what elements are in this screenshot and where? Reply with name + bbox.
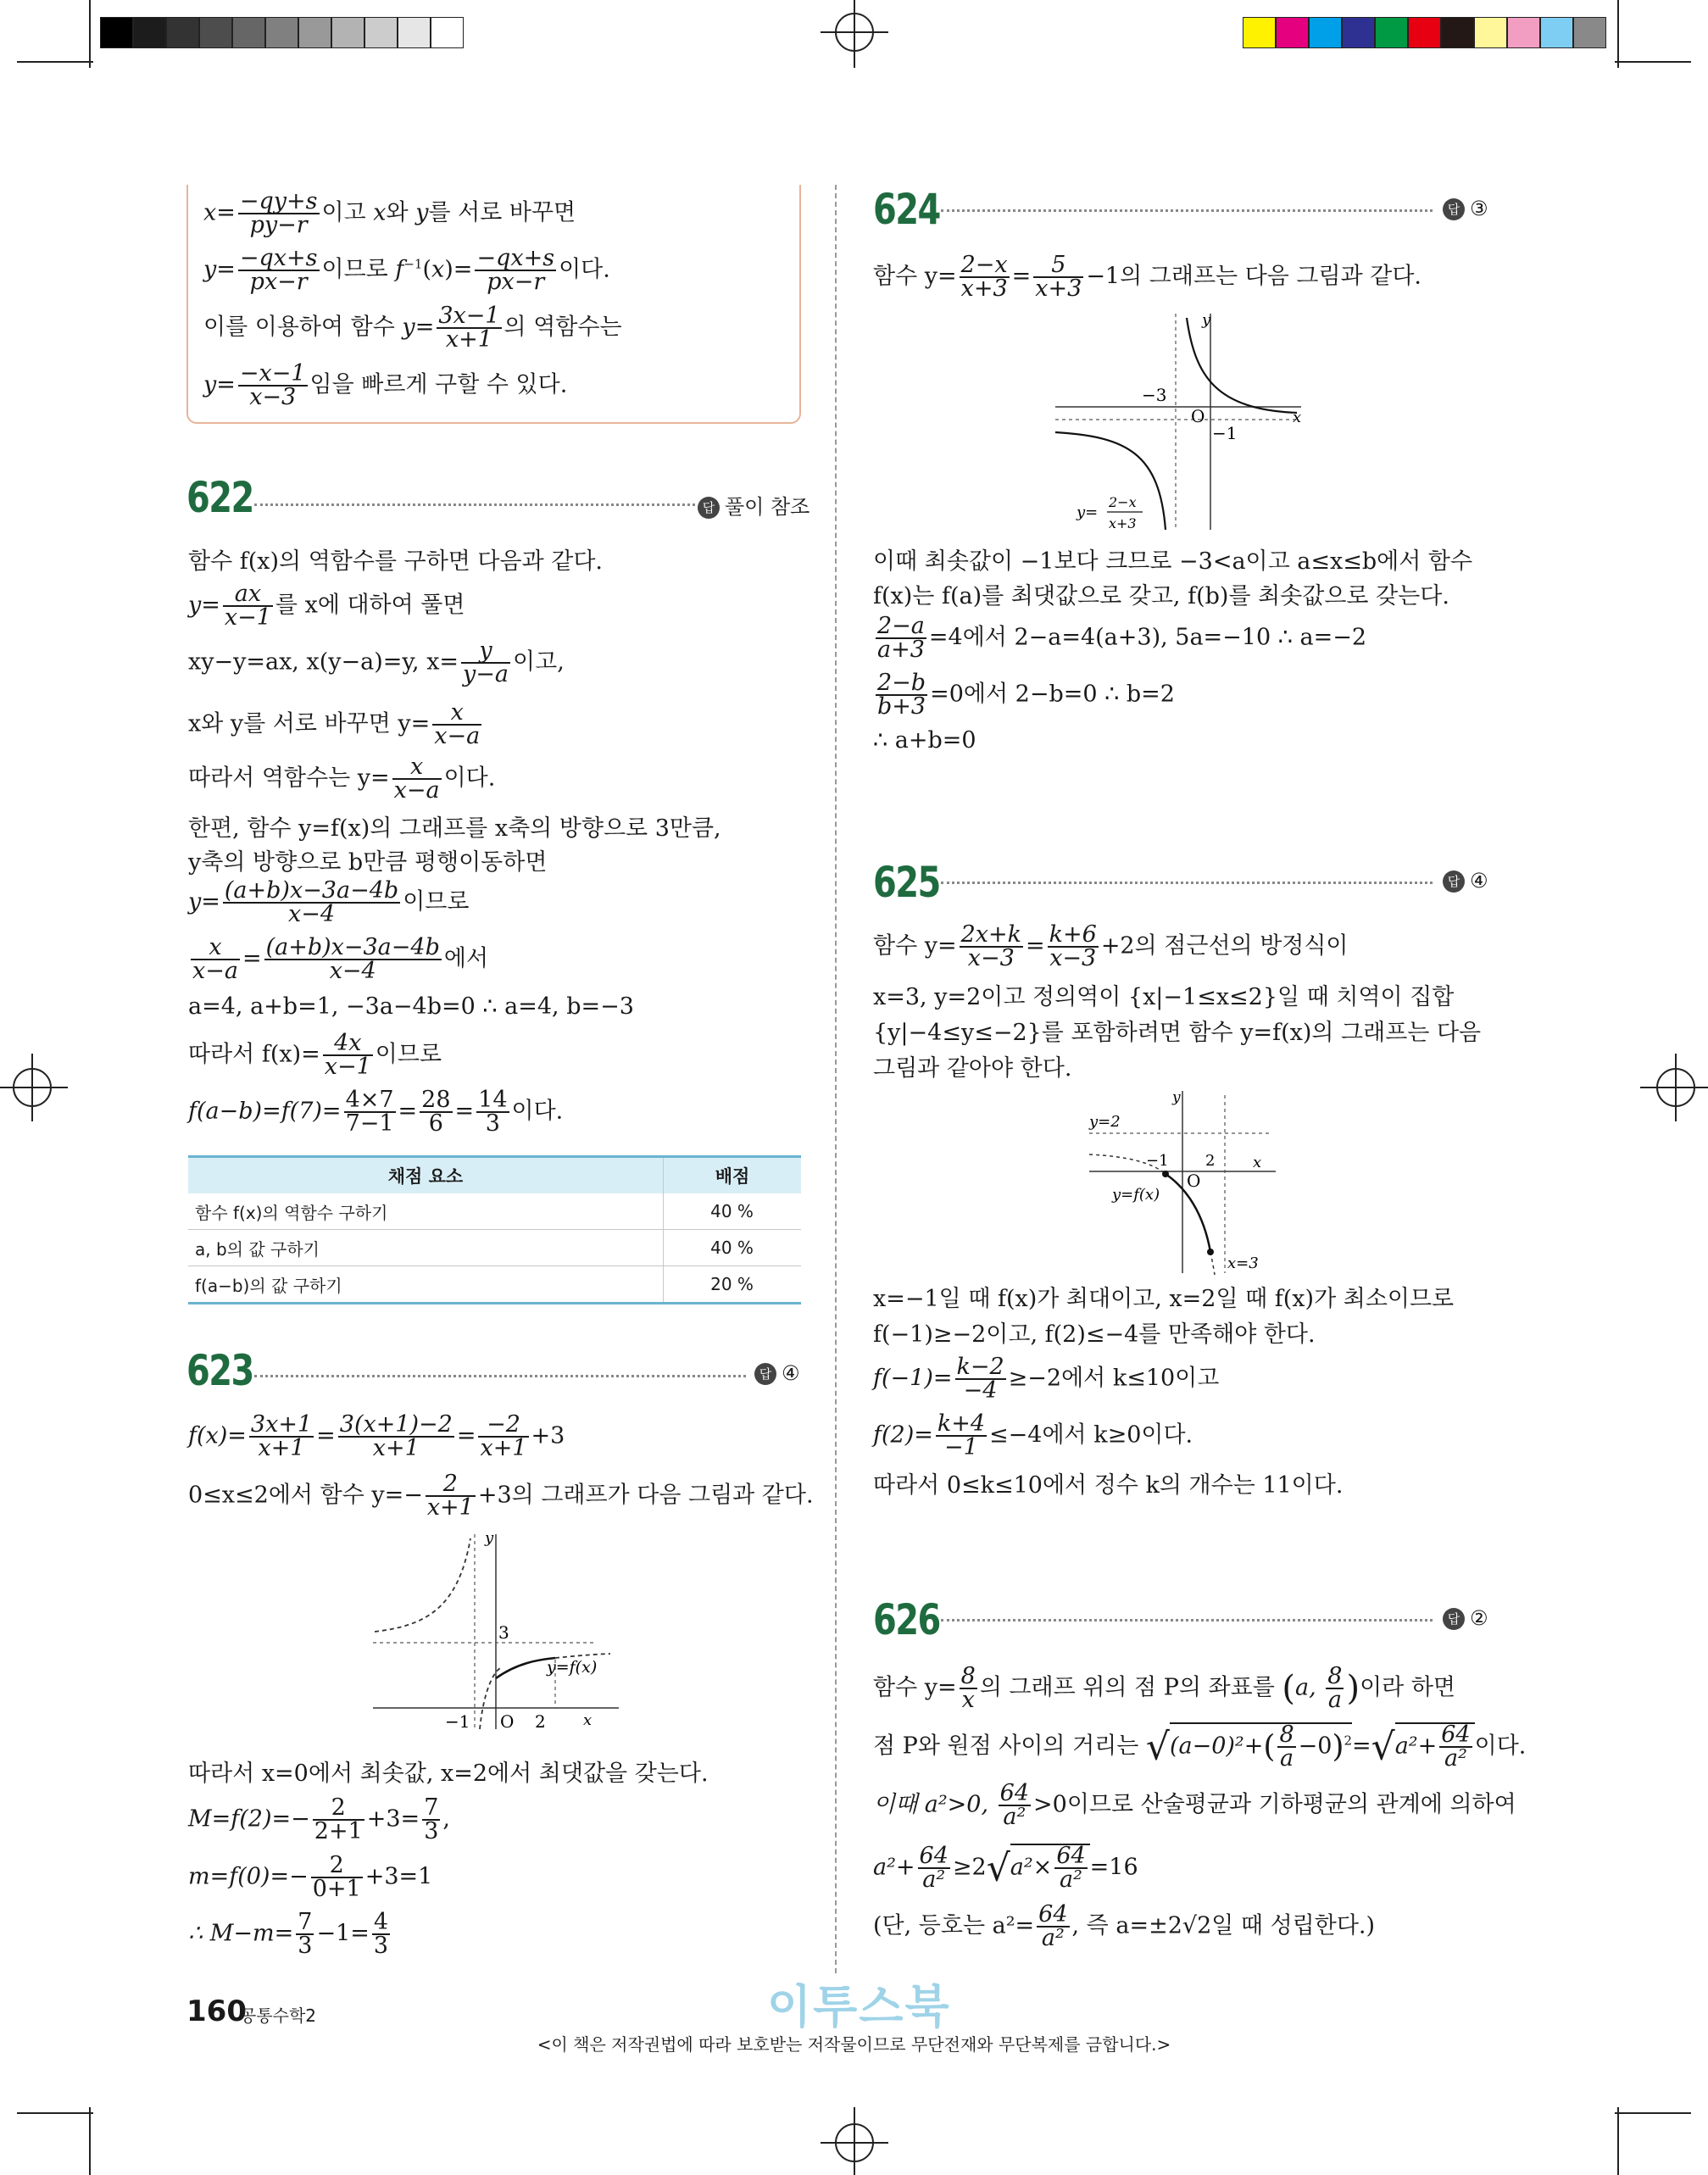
origin-label: O [500, 1711, 515, 1732]
gray-swatch [364, 17, 398, 48]
origin-label: O [1187, 1171, 1201, 1191]
axis-label-x: x [583, 1711, 593, 1729]
scoring-header-points: 배점 [664, 1157, 802, 1194]
p626-line-1: 함수 y= $\frac{8}{x}$ 의 그래프 위의 점 P의 좌표를 (a, $\frac{8}{a}$ )이라 하면 [873, 1663, 1455, 1713]
gray-swatch [100, 17, 133, 48]
axis-label-y: y [1202, 311, 1211, 329]
book-subject: 공통수학2 [240, 2005, 317, 2026]
tick-label-minus1: −1 [445, 1711, 470, 1732]
p624-line-1: 함수 y= $\frac{2-x}{x+3}$ = $\frac{5}{x+3}$ −1의 그래프는 다음 그림과 같다. [873, 252, 1422, 302]
gray-swatch [199, 17, 232, 48]
p623-line-1: f(x)= $\frac{3x+1}{x+1}$ = $\frac{3(x+1)-2}{x+1}$ = $\frac{-2}{x+1}$ +3 [188, 1411, 565, 1461]
crop-mark [1615, 61, 1691, 63]
asymptote-label-x: x=3 [1227, 1254, 1259, 1272]
p622-line-10: a=4, a+b=1, −3a−4b=0 ∴ a=4, b=−3 [188, 993, 634, 1020]
problem-number-622: 622 [186, 473, 253, 522]
color-swatch [1309, 17, 1342, 48]
answer-624: 답 ③ [1443, 197, 1488, 220]
table-row: a, b의 값 구하기 40 % [188, 1230, 801, 1266]
axis-label-y: y [485, 1529, 494, 1547]
p623-line-3: 따라서 x=0에서 최솟값, x=2에서 최댓값을 갖는다. [188, 1761, 709, 1787]
crop-mark [1617, 0, 1619, 68]
axis-label-x: x [1253, 1154, 1262, 1171]
function-label: y= [1077, 503, 1099, 521]
color-swatch [1408, 17, 1441, 48]
function-label-den: x+3 [1109, 515, 1137, 531]
point-marker [1207, 1249, 1214, 1255]
table-row: f(a−b)의 값 구하기 20 % [188, 1266, 801, 1304]
gray-swatch [331, 17, 364, 48]
tick-label-minus1: −1 [1212, 423, 1238, 443]
gray-swatch [431, 17, 464, 48]
color-swatch [1540, 17, 1573, 48]
gray-swatch [265, 17, 298, 48]
gray-calibration-bar [100, 17, 464, 48]
p623-line-2: 0≤x≤2에서 함수 y=− $\frac{2}{x+1}$ +3의 그래프가 다음 그림과 같다. [188, 1471, 814, 1521]
p623-line-6: ∴ M−m= $\frac{7}{3}$ −1= $\frac{4}{3}$ [188, 1909, 389, 1959]
leader-dots [941, 882, 1433, 884]
graph-625 [1085, 1087, 1280, 1277]
color-swatch [1441, 17, 1474, 48]
color-swatch [1474, 17, 1507, 48]
gray-swatch [298, 17, 331, 48]
p622-line-8: y= $\frac{(a+b)x-3a-4b}{x-4}$ 이므로 [188, 877, 470, 927]
p626-line-5: (단, 등호는 a²= $\frac{64}{\text{a²}}$ , 즉 a=±2√2일 때 성립한다.) [873, 1901, 1376, 1951]
p622-line-11: 따라서 f(x)= $\frac{4x}{x-1}$ 이므로 [188, 1030, 442, 1080]
curve-left-branch [375, 1538, 470, 1632]
answer-623: 답 ④ [754, 1361, 800, 1385]
color-swatch [1507, 17, 1540, 48]
note-line-2: y= $\frac{-qx+s}{px-r}$ 이므로 $f^{-1}(x)=$ $\frac{-qx+s}{px-r}$ 이다. [203, 245, 610, 295]
p624-line-5: $\frac{2-b}{b+3}$ =0에서 2−b=0 ∴ b=2 [877, 670, 1175, 720]
p626-line-4: a²+ $\frac{64}{\text{a²}}$ ≥2√a²× $\frac{64}{\text{a²}}$ =16 [873, 1843, 1138, 1893]
graph-623 [364, 1526, 636, 1733]
function-label-num: 2−x [1109, 494, 1137, 510]
color-swatch [1243, 17, 1276, 48]
function-label: y=f(x) [547, 1658, 598, 1677]
p622-line-4: x와 y를 서로 바꾸면 y= $\frac{x}{x-a}$ [188, 699, 481, 749]
crop-mark [89, 0, 91, 68]
asymptote-label-y: y=2 [1089, 1113, 1121, 1131]
p623-line-5: m=f(0)=− $\frac{2}{0+1}$ +3=1 [188, 1852, 433, 1902]
problem-number-624: 624 [873, 185, 940, 234]
axis-label-y: y [1172, 1089, 1181, 1106]
tick-label-minus1: −1 [1146, 1152, 1169, 1170]
axis-label-x: x [1293, 409, 1302, 426]
tick-label-3: 3 [498, 1622, 509, 1643]
color-swatch [1276, 17, 1309, 48]
p622-line-7: y축의 방향으로 b만큼 평행이동하면 [188, 849, 548, 876]
answer-622: 답 풀이 참조 [698, 490, 809, 520]
origin-label: O [1191, 406, 1205, 426]
p623-line-4: M=f(2)=− $\frac{2}{2+1}$ +3= $\frac{7}{3}$ , [188, 1794, 450, 1844]
p624-line-6: ∴ a+b=0 [873, 727, 976, 754]
table-row: 함수 f(x)의 역함수 구하기 40 % [188, 1193, 801, 1230]
leader-dots [941, 209, 1433, 212]
gray-swatch [398, 17, 431, 48]
p625-line-2: x=3, y=2이고 정의역이 {x|−1≤x≤2}일 때 치역이 집합 [873, 984, 1455, 1010]
p624-line-2: 이때 최솟값이 −1보다 크므로 −3<a이고 a≤x≤b에서 함수 [873, 548, 1473, 575]
function-label: y=f(x) [1112, 1186, 1160, 1204]
p622-line-6: 한편, 함수 y=f(x)의 그래프를 x축의 방향으로 3만큼, [188, 815, 721, 842]
leader-dots [254, 1375, 746, 1377]
point-marker [1162, 1171, 1169, 1177]
p622-line-5: 따라서 역함수는 y= $\frac{x}{x-a}$ 이다. [188, 754, 496, 804]
scoring-header-item: 채점 요소 [188, 1157, 664, 1194]
color-calibration-bar [1243, 17, 1606, 48]
p622-line-2: y= $\frac{ax}{x-1}$ 를 x에 대하여 풀면 [188, 581, 465, 631]
registration-mark-bottom [812, 2107, 897, 2175]
p625-line-9: 따라서 0≤k≤10에서 정수 k의 개수는 11이다. [873, 1472, 1344, 1499]
crop-mark [1615, 2112, 1691, 2114]
problem-number-626: 626 [873, 1595, 940, 1644]
crop-mark [1617, 2107, 1619, 2175]
copyright-notice: <이 책은 저작권법에 따라 보호받는 저작물이므로 무단전재와 무단복제를 금합니다.> [537, 2034, 1171, 2055]
p625-line-6: f(−1)≥−2이고, f(2)≤−4를 만족해야 한다. [873, 1321, 1316, 1348]
p622-line-1: 함수 f(x)의 역함수를 구하면 다음과 같다. [188, 548, 604, 575]
p622-line-9: $\frac{x}{x-a}$ = $\frac{(a+b)x-3a-4b}{x-4}$ 에서 [192, 934, 489, 984]
column-divider [835, 185, 837, 1973]
crop-mark [89, 2107, 91, 2175]
tick-label-2: 2 [1205, 1152, 1216, 1170]
gray-swatch [166, 17, 199, 48]
p625-line-8: f(2)= $\frac{k+4}{-1}$ ≤−4에서 k≥0이다. [873, 1410, 1193, 1460]
tick-label-2: 2 [535, 1711, 546, 1732]
crop-mark [17, 61, 93, 63]
page-number: 160 [186, 1994, 247, 2028]
note-line-1: x= $\frac{-qy+s}{py-r}$ 이고 x와 y를 서로 바꾸면 [203, 188, 576, 238]
p625-line-7: f(−1)= $\frac{k-2}{-4}$ ≥−2에서 k≤10이고 [873, 1354, 1220, 1404]
publisher-logo: 이투스북 [767, 1980, 951, 2033]
curve-tail [1210, 1252, 1215, 1275]
problem-number-623: 623 [186, 1346, 253, 1395]
scoring-table [188, 1155, 801, 1304]
leader-dots [254, 503, 695, 506]
note-line-3: 이를 이용하여 함수 y= $\frac{3x-1}{x+1}$ 의 역함수는 [203, 303, 622, 353]
p622-line-12: f(a−b)=f(7)= $\frac{4\times 7}{7-1}$ = $\frac{28}{6}$ = $\frac{14}{3}$ 이다. [188, 1087, 564, 1137]
gray-swatch [232, 17, 265, 48]
problem-number-625: 625 [873, 858, 940, 907]
curve-right-branch [1187, 318, 1297, 413]
p625-line-4: 그림과 같아야 한다. [873, 1055, 1072, 1082]
gray-swatch [133, 17, 166, 48]
p625-line-3: {y|−4≤y≤−2}를 포함하려면 함수 y=f(x)의 그래프는 다음 [873, 1020, 1482, 1046]
graph-624 [1051, 309, 1314, 534]
p626-line-2: 점 P와 원점 사이의 거리는 √(a−0)²+( $\frac{8}{a}$ −0)$^2$=√a²+ $\frac{64}{\text{a²}}$ 이다. [873, 1722, 1527, 1772]
color-swatch [1342, 17, 1375, 48]
crop-mark [17, 2112, 93, 2114]
registration-mark-top [812, 0, 897, 68]
color-swatch [1375, 17, 1408, 48]
registration-mark-left [0, 1045, 68, 1130]
note-line-4: y= $\frac{-x-1}{x-3}$ 임을 빠르게 구할 수 있다. [203, 360, 568, 410]
registration-mark-right [1640, 1045, 1708, 1130]
p625-line-1: 함수 y= $\frac{2x+k}{x-3}$ = $\frac{k+6}{x-3}$ +2의 점근선의 방정식이 [873, 921, 1349, 971]
p624-line-4: $\frac{2-a}{a+3}$ =4에서 2−a=4(a+3), 5a=−10 ∴ a=−2 [877, 613, 1367, 663]
color-swatch [1573, 17, 1606, 48]
tick-label-minus3: −3 [1142, 385, 1167, 405]
answer-626: 답 ② [1443, 1606, 1488, 1630]
p625-line-5: x=−1일 때 f(x)가 최대이고, x=2일 때 f(x)가 최소이므로 [873, 1286, 1455, 1312]
answer-625: 답 ④ [1443, 869, 1488, 893]
p622-line-3: xy−y=ax, x(y−a)=y, x= $\frac{y}{y-a}$ 이고, [188, 637, 565, 687]
p624-line-3: f(x)는 f(a)를 최댓값으로 갖고, f(b)를 최솟값으로 갖는다. [873, 583, 1449, 609]
p626-line-3: 이때 a²>0, $\frac{64}{\text{a²}}$ >0이므로 산술평균과 기하평균의 관계에 의하여 [873, 1780, 1516, 1830]
leader-dots [941, 1619, 1433, 1622]
